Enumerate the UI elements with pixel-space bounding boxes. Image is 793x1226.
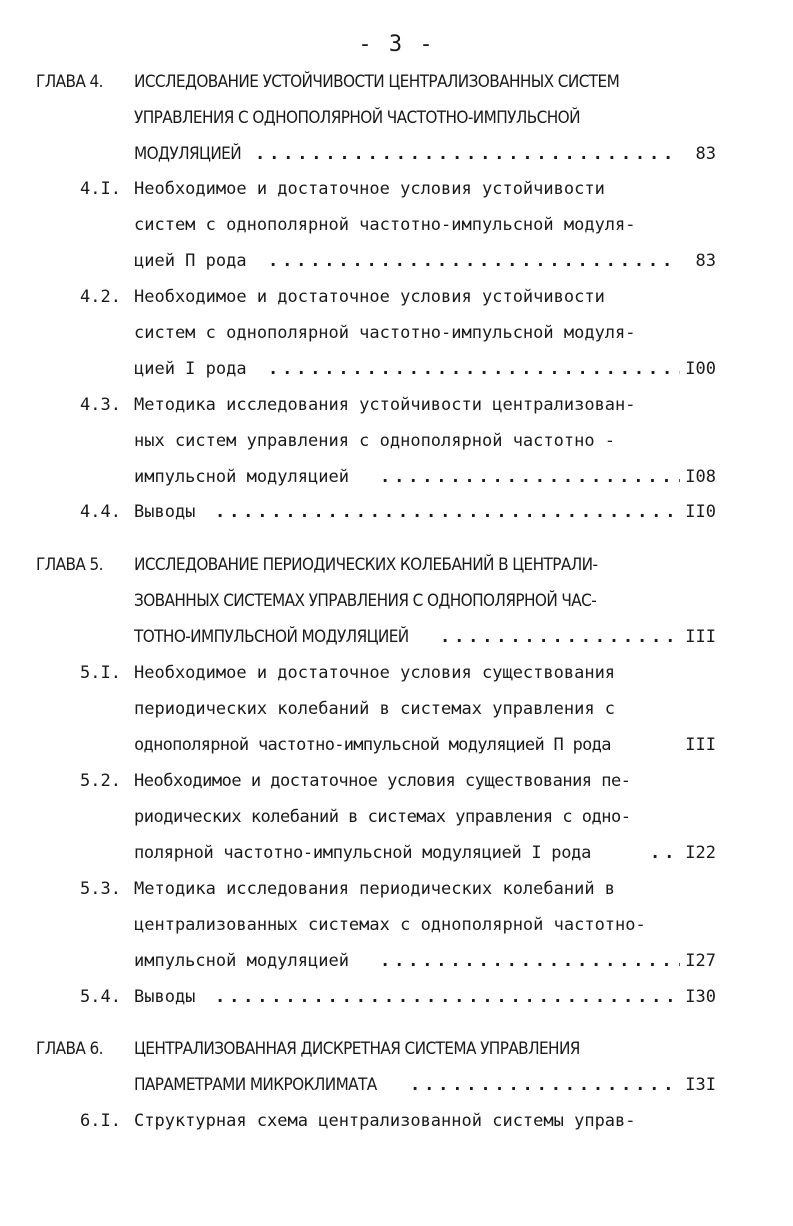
toc-line (0, 67, 793, 97)
section-title: Структурная схема централизованной системы управ- (134, 1111, 636, 1131)
section-title: цией I рода (134, 359, 247, 379)
chapter-number: ГЛАВА 5. (36, 555, 103, 575)
page-number: - 3 - (358, 32, 435, 57)
section-number: 4.3. (80, 395, 121, 415)
toc-line (0, 946, 793, 976)
chapter-title: ИССЛЕДОВАНИЕ ПЕРИОДИЧЕСКИХ КОЛЕБАНИЙ В ЦЕНТРАЛИ- (134, 555, 598, 575)
toc-line (0, 426, 793, 456)
chapter-number: ГЛАВА 6. (36, 1039, 103, 1059)
dot-leader (215, 982, 680, 1012)
section-title: периодических колебаний в системах управления с (134, 699, 616, 719)
section-title: централизованных системах с однополярной частотно- (134, 915, 646, 935)
toc-line (0, 550, 793, 580)
dot-leader (268, 354, 680, 384)
section-number: 4.4. (80, 502, 121, 522)
dot-leader (440, 622, 680, 652)
section-title: Необходимое и достаточное условия устойчивости (134, 179, 605, 199)
page-ref: III (685, 735, 716, 755)
section-title: риодических колебаний в системах управления с одно- (134, 807, 631, 827)
toc-line (0, 658, 793, 688)
dot-leader (380, 462, 680, 492)
toc-line (0, 730, 793, 760)
section-title: Необходимое и достаточное условия устойчивости (134, 287, 605, 307)
section-title: Методика исследования периодических колебаний в (134, 879, 616, 899)
section-title: Необходимое и достаточное условия существования пе- (134, 771, 631, 791)
chapter-number: ГЛАВА 4. (36, 72, 103, 92)
section-title: Необходимое и достаточное условия существования (134, 663, 616, 683)
toc-line (0, 1106, 793, 1136)
section-title: систем с однополярной частотно-импульсной модуля- (134, 323, 636, 343)
section-title: цией П рода (134, 251, 247, 271)
toc-line (0, 210, 793, 240)
toc-line (0, 766, 793, 796)
page-ref: I00 (685, 359, 716, 379)
toc-line (0, 103, 793, 133)
chapter-title: УПРАВЛЕНИЯ С ОДНОПОЛЯРНОЙ ЧАСТОТНО-ИМПУЛЬСНОЙ (134, 108, 580, 128)
toc-line (0, 139, 793, 169)
section-number: 5.3. (80, 879, 121, 899)
toc-line (0, 1034, 793, 1064)
section-number: 4.2. (80, 287, 121, 307)
section-title: Выводы (134, 987, 196, 1007)
chapter-title: ИССЛЕДОВАНИЕ УСТОЙЧИВОСТИ ЦЕНТРАЛИЗОВАННЫХ СИСТЕМ (134, 72, 620, 92)
toc-line (0, 318, 793, 348)
page-ref: 83 (695, 251, 716, 271)
dot-leader (410, 1070, 680, 1100)
toc-line (0, 174, 793, 204)
toc-line (0, 354, 793, 384)
toc-line (0, 874, 793, 904)
dot-leader (380, 946, 680, 976)
section-title: систем с однополярной частотно-импульсной модуля- (134, 215, 636, 235)
toc-line (0, 586, 793, 616)
section-number: 5.I. (80, 663, 121, 683)
toc-line (0, 910, 793, 940)
section-title: однополярной частотно-импульсной модуляцией П рода (134, 735, 611, 755)
toc-line (0, 802, 793, 832)
toc-line (0, 838, 793, 868)
chapter-title: ПАРАМЕТРАМИ МИКРОКЛИМАТА (134, 1075, 377, 1095)
section-title: Методика исследования устойчивости централизован- (134, 395, 636, 415)
page-ref: 83 (695, 144, 716, 164)
toc-line (0, 694, 793, 724)
page-ref: I3I (685, 1075, 716, 1095)
toc-line (0, 497, 793, 527)
chapter-title: МОДУЛЯЦИЕЙ (134, 144, 242, 164)
section-title: полярной частотно-импульсной модуляцией I рода (134, 843, 592, 863)
dot-leader (650, 838, 680, 868)
section-title: Выводы (134, 502, 196, 522)
section-title: ных систем управления с однополярной частотно - (134, 431, 616, 451)
dot-leader (215, 497, 680, 527)
page-ref: III (685, 627, 716, 647)
toc-line (0, 982, 793, 1012)
toc-line (0, 622, 793, 652)
toc-line (0, 1070, 793, 1100)
toc-line (0, 462, 793, 492)
page-ref: I22 (685, 843, 716, 863)
chapter-title: ЗОВАННЫХ СИСТЕМАХ УПРАВЛЕНИЯ С ОДНОПОЛЯРНОЙ ЧАС- (134, 591, 597, 611)
section-number: 6.I. (80, 1111, 121, 1131)
chapter-title: ТОТНО-ИМПУЛЬСНОЙ МОДУЛЯЦИЕЙ (134, 627, 409, 647)
section-number: 4.I. (80, 179, 121, 199)
section-number: 5.2. (80, 771, 121, 791)
section-number: 5.4. (80, 987, 121, 1007)
toc-line (0, 246, 793, 276)
page-ref: I27 (685, 951, 716, 971)
dot-leader (268, 246, 678, 276)
section-title: импульсной модуляцией (134, 467, 349, 487)
dot-leader (255, 139, 675, 169)
page-ref: II0 (685, 502, 716, 522)
toc-line (0, 282, 793, 312)
chapter-title: ЦЕНТРАЛИЗОВАННАЯ ДИСКРЕТНАЯ СИСТЕМА УПРАВЛЕНИЯ (134, 1039, 580, 1059)
section-title: импульсной модуляцией (134, 951, 349, 971)
page-ref: I08 (685, 467, 716, 487)
toc-line (0, 390, 793, 420)
page-ref: I30 (685, 987, 716, 1007)
